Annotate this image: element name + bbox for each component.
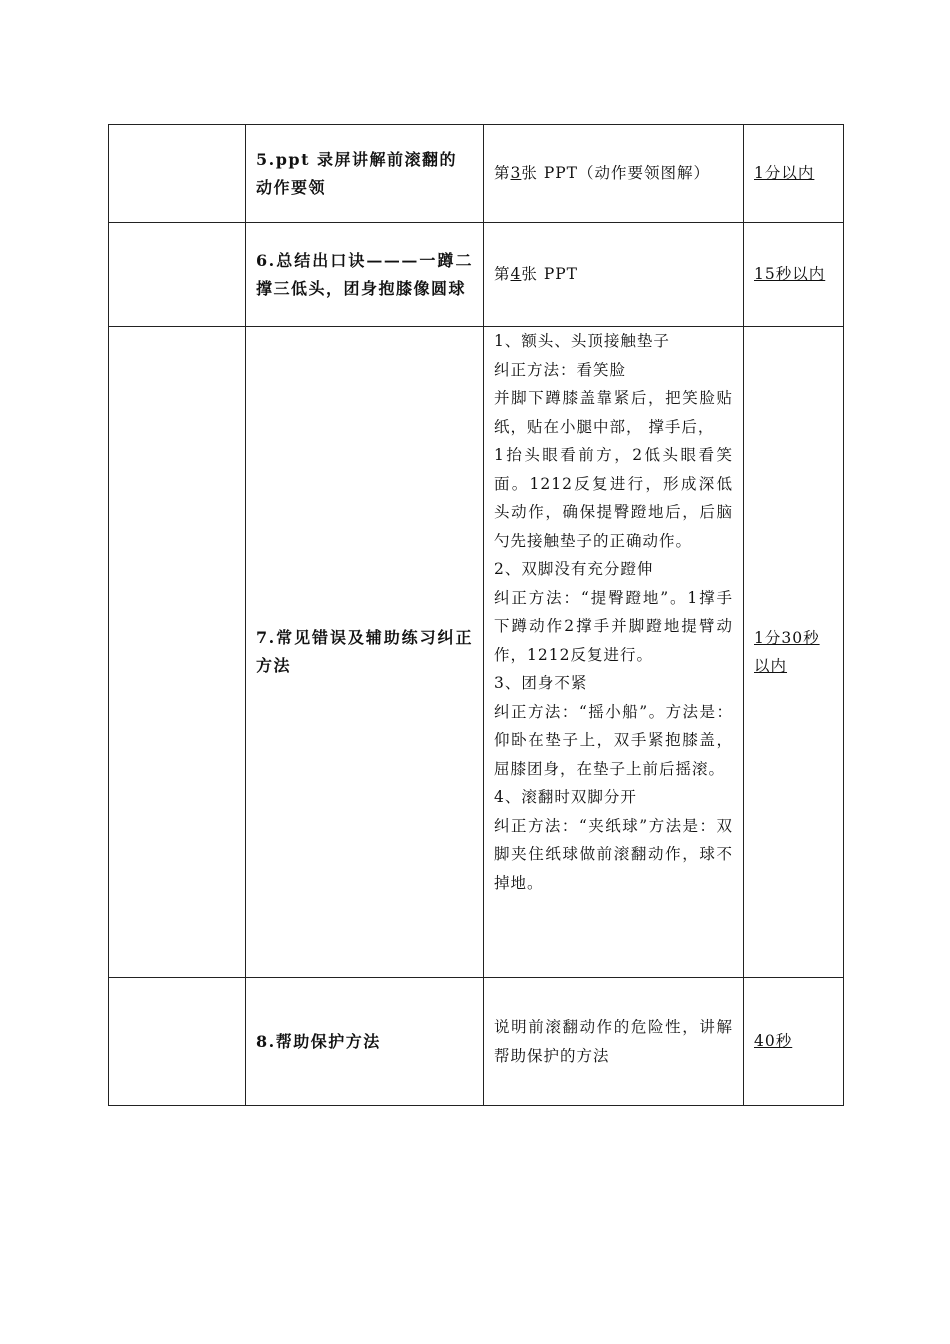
error-heading: 2、双脚没有充分蹬伸 — [494, 560, 654, 578]
resource-suffix: 张 PPT — [521, 265, 579, 284]
slide-number: 4 — [510, 265, 522, 284]
resource-suffix: 张 PPT（动作要领图解） — [521, 164, 711, 183]
resource-prefix: 第 — [494, 164, 511, 183]
empty-cell — [109, 223, 246, 327]
method-line: 纠正方法：“提臀蹬地”。1撑手下蹲动作2撑手并脚蹬地提臂动作，1212反复进行。 — [494, 588, 733, 664]
method-line: 纠正方法：看笑脸 — [494, 360, 627, 379]
method-line: 纠正方法：“夹纸球”方法是：双脚夹住纸球做前滚翻动作，球不掉地。 — [494, 816, 733, 892]
correction-methods — [494, 327, 733, 897]
resource-cell — [484, 978, 744, 1106]
table-row — [109, 223, 844, 327]
resource-prefix: 第 — [494, 265, 511, 284]
step-cell — [246, 125, 484, 223]
resource-cell — [484, 327, 744, 978]
step-cell — [246, 223, 484, 327]
time-cell — [744, 327, 844, 978]
table-row — [109, 327, 844, 978]
slide-number: 3 — [510, 164, 522, 183]
resource-text — [494, 260, 733, 289]
time-text: 15秒以内 — [754, 265, 826, 284]
time-text: 40秒 — [754, 1032, 793, 1051]
time-cell — [744, 978, 844, 1106]
step-cell — [246, 327, 484, 978]
step-text: 5.ppt 录屏讲解前滚翻的动作要领 — [256, 149, 458, 197]
time-text: 1分以内 — [754, 164, 815, 183]
method-line: 纠正方法：“摇小船”。方法是：仰卧在垫子上，双手紧抱膝盖，屈膝团身，在垫子上前后摇滚。 — [494, 702, 733, 778]
table-row — [109, 978, 844, 1106]
table-row — [109, 125, 844, 223]
resource-cell — [484, 125, 744, 223]
step-cell — [246, 978, 484, 1106]
resource-cell — [484, 223, 744, 327]
step-text: 7.常见错误及辅助练习纠正方法 — [256, 628, 473, 675]
empty-cell — [109, 327, 246, 978]
error-heading: 1、额头、头顶接触垫子 — [494, 332, 670, 350]
time-text: 1分30秒以内 — [754, 628, 820, 675]
empty-cell — [109, 125, 246, 223]
lesson-plan-table — [108, 124, 844, 1106]
time-cell — [744, 125, 844, 223]
error-heading: 4、滚翻时双脚分开 — [494, 788, 637, 806]
error-heading: 3、团身不紧 — [494, 674, 588, 692]
time-cell — [744, 223, 844, 327]
method-line: 1抬头眼看前方，2低头眼看笑面。1212反复进行，形成深低头动作，确保提臀蹬地后，后脑勺先接触垫子的正确动作。 — [494, 446, 733, 550]
resource-text — [494, 159, 733, 188]
step-text: 6.总结出口诀———一蹲二撑三低头，团身抱膝像圆球 — [256, 250, 473, 298]
method-line: 并脚下蹲膝盖靠紧后，把笑脸贴纸，贴在小腿中部， 撑手后， — [494, 389, 733, 436]
resource-text: 说明前滚翻动作的危险性，讲解帮助保护的方法 — [494, 1018, 733, 1065]
empty-cell — [109, 978, 246, 1106]
step-text: 8.帮助保护方法 — [256, 1031, 381, 1051]
